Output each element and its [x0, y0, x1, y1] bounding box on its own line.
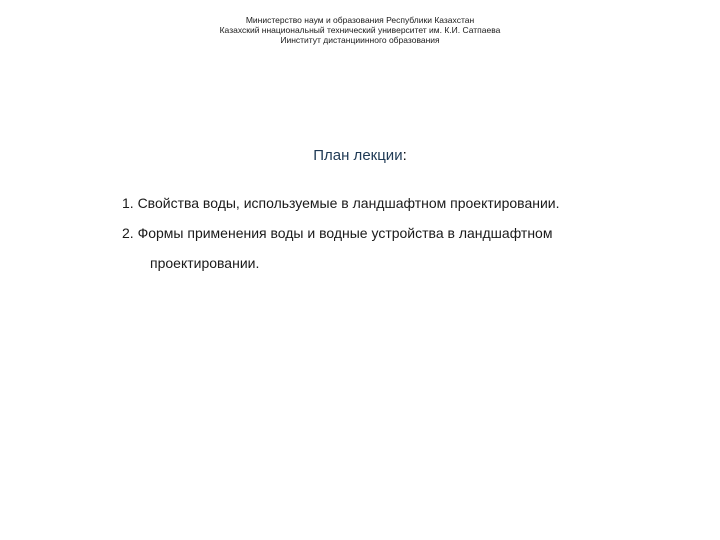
title-colon: : [402, 147, 407, 164]
lecture-plan-list [122, 193, 682, 273]
plan-item-2-continuation: проектировании. [150, 255, 260, 271]
institution-header [0, 15, 720, 45]
title-text: План лекции [313, 147, 403, 164]
header-ministry: Министерство наум и образования Республики Казахстан [245, 15, 475, 25]
header-institute: Иинститут дистанциинного образования [280, 35, 440, 45]
plan-item-1: 1. Свойства воды, используемые в ландшафтном проектировании. [122, 195, 560, 211]
page-title [0, 147, 720, 164]
plan-item-2: 2. Формы применения воды и водные устройства в ландшафтном [122, 225, 553, 241]
header-university: Казахский ннациональный технический университет им. К.И. Сатпаева [219, 25, 501, 35]
